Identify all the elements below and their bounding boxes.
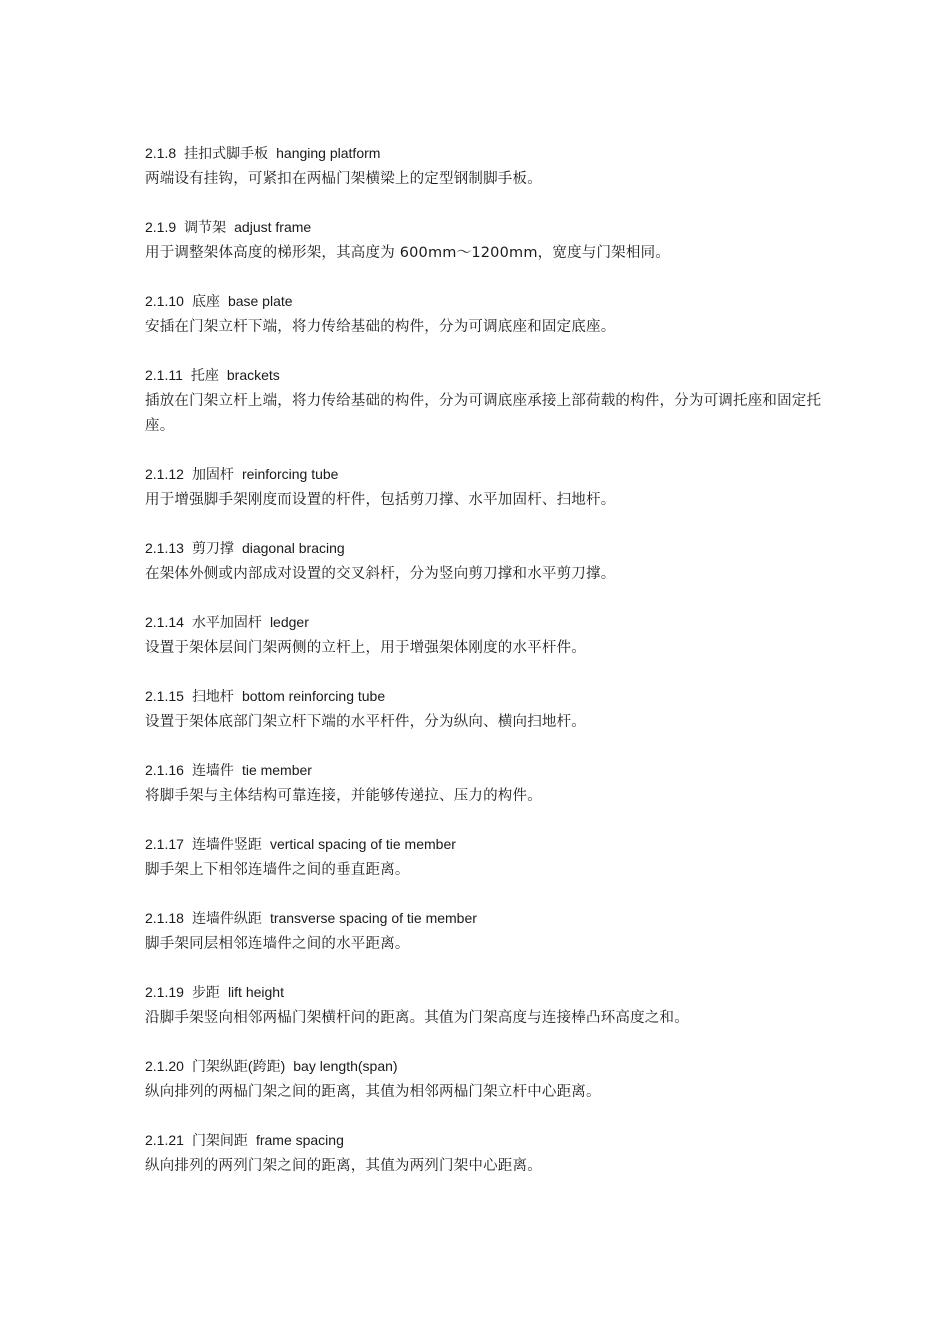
term-definition: 纵向排列的两列门架之间的距离，其值为两列门架中心距离。 [145, 1158, 542, 1174]
term-definition: 脚手架同层相邻连墙件之间的水平距离。 [145, 936, 410, 952]
term-number: 2.1.12 [145, 466, 184, 482]
term-definition: 设置于架体底部门架立杆下端的水平杆件，分为纵向、横向扫地杆。 [145, 714, 586, 730]
term-english: hanging platform [276, 145, 381, 161]
term-heading [145, 1056, 825, 1076]
term-definition: 插放在门架立杆上端，将力传给基础的构件，分为可调底座承接上部荷载的构件，分为可调托座和固定托座。 [145, 393, 822, 434]
term-chinese: 水平加固杆 [191, 614, 262, 630]
term-english: tie member [241, 762, 312, 778]
term-heading [145, 760, 825, 780]
term-english: base plate [227, 293, 293, 309]
term-heading [145, 908, 825, 928]
term-heading [145, 1130, 825, 1150]
term-number: 2.1.17 [145, 836, 184, 852]
term-definition: 用于增强脚手架刚度而设置的杆件，包括剪刀撑、水平加固杆、扫地杆。 [145, 492, 616, 508]
term-chinese: 步距 [191, 984, 220, 1000]
term-chinese: 扫地杆 [191, 688, 234, 704]
term-heading [145, 686, 825, 706]
term-heading [145, 612, 825, 632]
term-number: 2.1.8 [145, 145, 177, 161]
term-entry [145, 1056, 825, 1105]
term-entry [145, 612, 825, 661]
term-english: lift height [227, 984, 284, 1000]
term-entry [145, 1130, 825, 1179]
term-entry [145, 143, 825, 192]
term-english: diagonal bracing [241, 540, 345, 556]
term-chinese: 调节架 [184, 219, 227, 235]
term-heading [145, 982, 825, 1002]
term-definition: 设置于架体层间门架两侧的立杆上，用于增强架体刚度的水平杆件。 [145, 640, 586, 656]
term-entry [145, 908, 825, 957]
term-chinese: 连墙件 [191, 762, 234, 778]
term-english: adjust frame [234, 219, 312, 235]
term-definition: 安插在门架立杆下端，将力传给基础的构件，分为可调底座和固定底座。 [145, 319, 616, 335]
term-number: 2.1.20 [145, 1058, 184, 1074]
term-definitions [145, 143, 825, 1204]
term-english: ledger [269, 614, 309, 630]
term-entry [145, 217, 825, 266]
term-entry [145, 834, 825, 883]
term-heading [145, 834, 825, 854]
term-entry [145, 538, 825, 587]
term-definition: 用于调整架体高度的梯形架，其高度为 600mm～1200mm，宽度与门架相同。 [145, 245, 670, 261]
term-heading [145, 464, 825, 484]
term-number: 2.1.15 [145, 688, 184, 704]
term-english: reinforcing tube [241, 466, 339, 482]
term-entry [145, 760, 825, 809]
term-number: 2.1.14 [145, 614, 184, 630]
term-heading [145, 143, 825, 163]
term-heading [145, 365, 825, 385]
term-heading [145, 538, 825, 558]
term-chinese: 剪刀撑 [191, 540, 234, 556]
term-entry [145, 686, 825, 735]
term-number: 2.1.16 [145, 762, 184, 778]
term-number: 2.1.19 [145, 984, 184, 1000]
term-definition: 纵向排列的两榀门架之间的距离，其值为相邻两榀门架立杆中心距离。 [145, 1084, 601, 1100]
term-chinese: 门架间距 [191, 1132, 248, 1148]
term-number: 2.1.13 [145, 540, 184, 556]
term-definition: 在架体外侧或内部成对设置的交叉斜杆，分为竖向剪刀撑和水平剪刀撑。 [145, 566, 616, 582]
term-entry [145, 982, 825, 1031]
term-definition: 脚手架上下相邻连墙件之间的垂直距离。 [145, 862, 410, 878]
term-chinese: 连墙件纵距 [191, 910, 262, 926]
term-english: bay length(span) [293, 1058, 398, 1074]
term-chinese: 挂扣式脚手板 [184, 145, 269, 161]
term-chinese: 连墙件竖距 [191, 836, 262, 852]
term-definition: 沿脚手架竖向相邻两榀门架横杆问的距离。其值为门架高度与连接棒凸环高度之和。 [145, 1010, 689, 1026]
term-heading [145, 291, 825, 311]
term-chinese: 门架纵距(跨距) [191, 1058, 286, 1074]
term-definition: 将脚手架与主体结构可靠连接，并能够传递拉、压力的构件。 [145, 788, 542, 804]
term-definition: 两端设有挂钩，可紧扣在两榀门架横梁上的定型钢制脚手板。 [145, 171, 542, 187]
term-number: 2.1.18 [145, 910, 184, 926]
term-entry [145, 365, 825, 439]
term-english: bottom reinforcing tube [241, 688, 386, 704]
term-english: brackets [226, 367, 280, 383]
term-chinese: 托座 [190, 367, 219, 383]
term-english: transverse spacing of tie member [269, 910, 477, 926]
term-entry [145, 291, 825, 340]
term-chinese: 加固杆 [191, 466, 234, 482]
term-english: frame spacing [255, 1132, 344, 1148]
term-chinese: 底座 [191, 293, 220, 309]
term-english: vertical spacing of tie member [269, 836, 456, 852]
term-number: 2.1.21 [145, 1132, 184, 1148]
term-entry [145, 464, 825, 513]
term-number: 2.1.10 [145, 293, 184, 309]
term-number: 2.1.11 [145, 367, 183, 383]
term-number: 2.1.9 [145, 219, 177, 235]
term-heading [145, 217, 825, 237]
